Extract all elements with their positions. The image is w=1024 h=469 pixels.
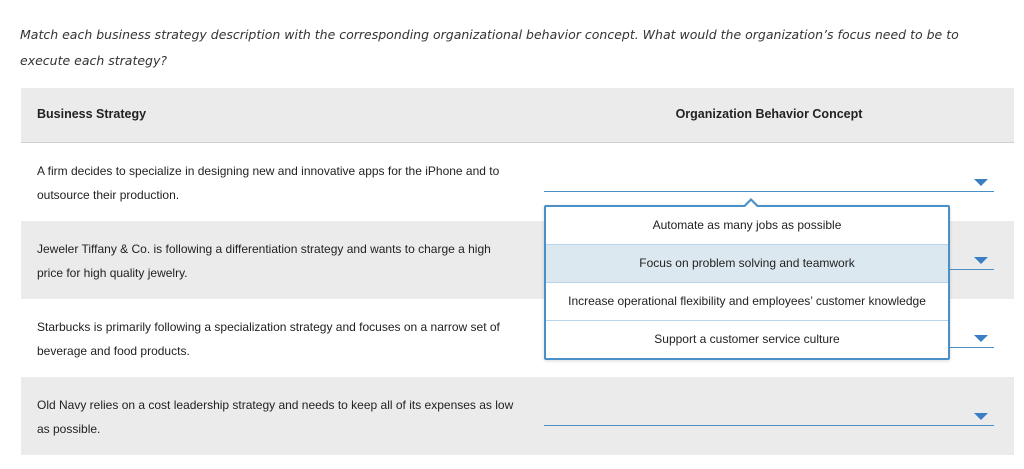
dropdown-option-operational-flexibility[interactable]: Increase operational flexibility and employees’ customer knowledge [546,283,948,321]
dropdown-option-problem-solving[interactable]: Focus on problem solving and teamwork [546,245,948,283]
table-header [21,88,1014,143]
concept-select-4[interactable] [544,403,994,426]
concept-select-1[interactable] [544,169,994,192]
caret-down-icon[interactable] [974,257,988,264]
caret-down-icon[interactable] [974,335,988,342]
strategy-description-3: Starbucks is primarily following a specialization strategy and focuses on a narrow set of beverage and food products. [37,320,500,358]
table-row-4 [21,377,1014,455]
strategy-description-2: Jeweler Tiffany & Co. is following a differentiation strategy and wants to charge a high price for high quality jewelry. [37,242,491,280]
question-prompt: Match each business strategy description with the corresponding organizational behavior concept. What would the organization’s focus need to be to execute each strategy? [20,27,959,68]
strategy-description-4: Old Navy relies on a cost leadership strategy and needs to keep all of its expenses as low as possible. [37,398,514,436]
column-header-ob-concept: Organization Behavior Concept [675,107,863,121]
caret-down-icon[interactable] [974,179,988,186]
concept-dropdown-menu [544,205,950,360]
caret-down-icon[interactable] [974,413,988,420]
dropdown-pointer-inner [744,201,758,208]
dropdown-option-automate[interactable]: Automate as many jobs as possible [546,207,948,245]
column-header-business-strategy: Business Strategy [37,107,147,121]
dropdown-option-customer-service[interactable]: Support a customer service culture [654,332,840,346]
strategy-description-1: A firm decides to specialize in designing new and innovative apps for the iPhone and to outsource their production. [37,164,500,202]
